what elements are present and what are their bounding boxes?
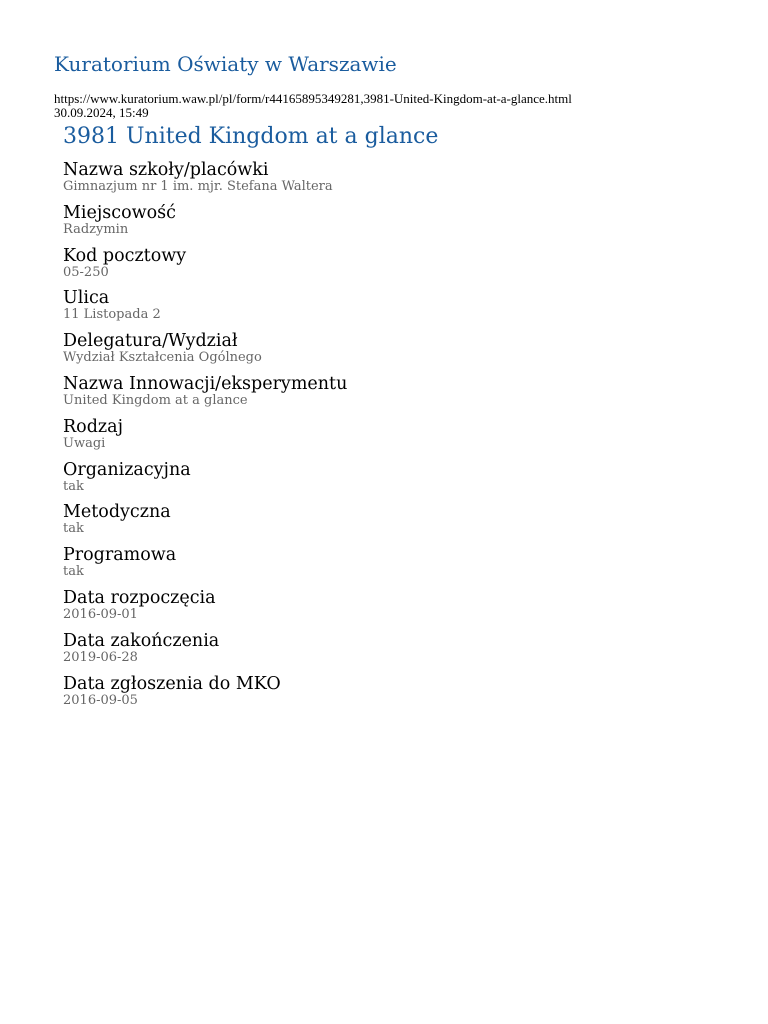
page-url: https://www.kuratorium.waw.pl/pl/form/r44165895349281,3981-United-Kingdom-at-a-glance.html bbox=[54, 91, 572, 106]
field-label: Organizacyjna bbox=[63, 459, 191, 480]
site-title: Kuratorium Oświaty w Warszawie bbox=[54, 52, 397, 76]
field-label: Kod pocztowy bbox=[63, 245, 187, 266]
field-value: 2019-06-28 bbox=[63, 649, 138, 665]
field-label: Programowa bbox=[63, 545, 177, 566]
field-label: Nazwa szkoły/placówki bbox=[63, 160, 269, 180]
field-value: 2016-09-05 bbox=[63, 692, 138, 708]
field-label: Metodyczna bbox=[63, 502, 171, 523]
field-label: Nazwa Innowacji/eksperymentu bbox=[63, 373, 348, 394]
field-value: Gimnazjum nr 1 im. mjr. Stefana Waltera bbox=[63, 179, 333, 194]
field-innovation-name bbox=[63, 374, 743, 417]
field-type bbox=[63, 417, 743, 460]
field-department bbox=[63, 331, 743, 374]
page-title: 3981 United Kingdom at a glance bbox=[63, 124, 439, 149]
field-street bbox=[63, 288, 743, 331]
field-value: Wydział Kształcenia Ogólnego bbox=[63, 350, 262, 366]
field-submission-date bbox=[63, 674, 743, 717]
field-value: tak bbox=[63, 478, 84, 494]
field-label: Ulica bbox=[63, 288, 110, 309]
field-end-date bbox=[63, 631, 743, 674]
field-postal-code bbox=[63, 246, 743, 289]
field-value: tak bbox=[63, 564, 84, 580]
field-value: 2016-09-01 bbox=[63, 606, 138, 622]
field-methodological bbox=[63, 502, 743, 545]
field-value: Uwagi bbox=[63, 435, 106, 451]
field-list bbox=[63, 160, 743, 716]
field-value: 05-250 bbox=[63, 264, 109, 280]
field-start-date bbox=[63, 588, 743, 631]
field-label: Data rozpoczęcia bbox=[63, 587, 216, 608]
field-value: United Kingdom at a glance bbox=[63, 392, 248, 408]
print-meta bbox=[54, 92, 572, 120]
field-label: Data zgłoszenia do MKO bbox=[63, 673, 281, 694]
field-label: Delegatura/Wydział bbox=[63, 331, 238, 352]
field-school-name bbox=[63, 160, 743, 203]
print-timestamp: 30.09.2024, 15:49 bbox=[54, 105, 149, 120]
field-organizational bbox=[63, 460, 743, 503]
field-value: tak bbox=[63, 521, 84, 537]
field-label: Miejscowość bbox=[63, 202, 176, 223]
field-value: Radzymin bbox=[63, 221, 129, 237]
field-label: Rodzaj bbox=[63, 416, 123, 437]
field-label: Data zakończenia bbox=[63, 630, 220, 651]
field-programmatic bbox=[63, 545, 743, 588]
field-city bbox=[63, 203, 743, 246]
field-value: 11 Listopada 2 bbox=[63, 307, 161, 323]
